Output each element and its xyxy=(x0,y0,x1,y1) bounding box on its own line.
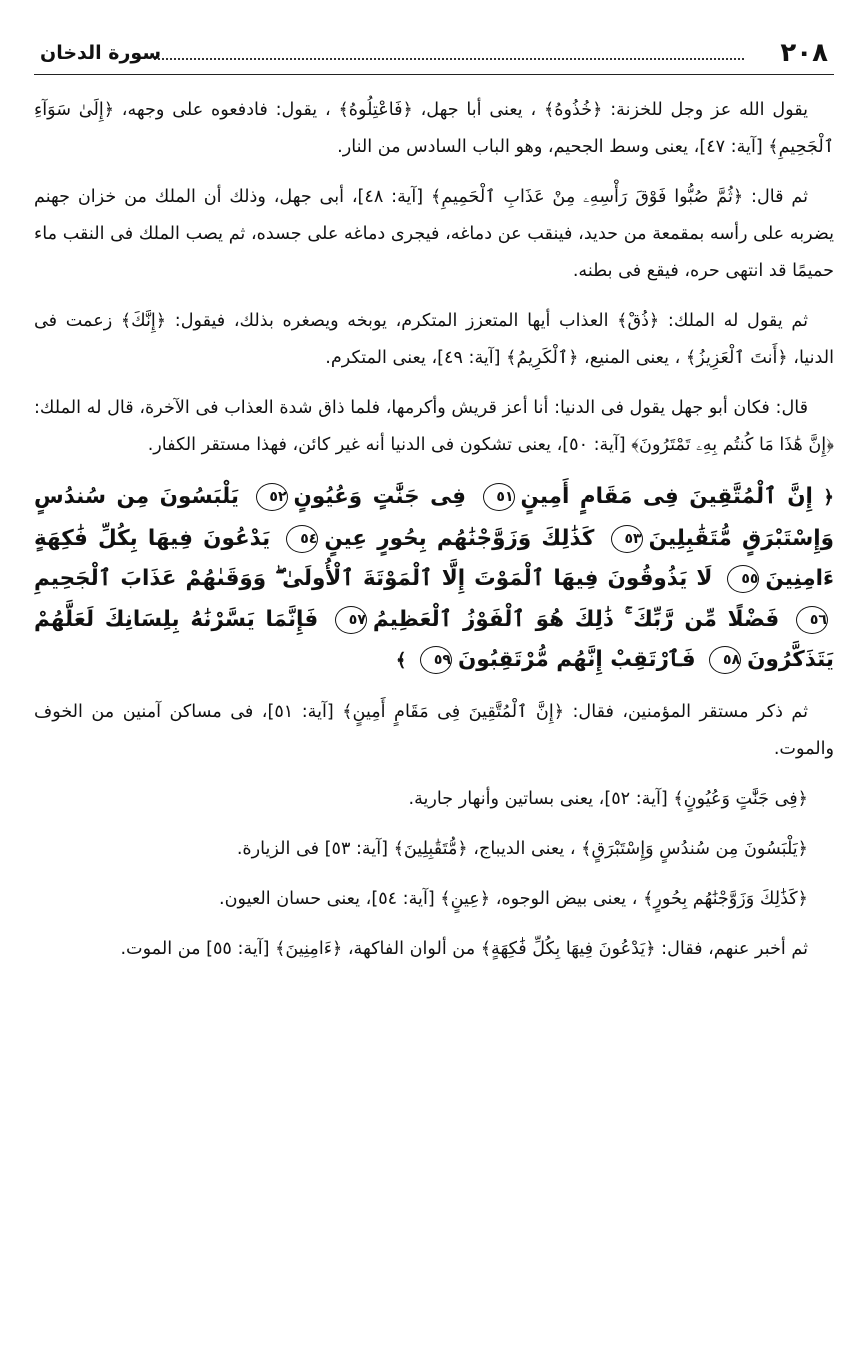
verse-number-badge: ٥٢ xyxy=(256,483,288,511)
verse-text: فِى جَنَّٰتٍ وَعُيُونٍ xyxy=(293,484,467,509)
commentary-paragraph: ثم أخبر عنهم، فقال: ﴿يَدْعُونَ فِيهَا بِكُلِّ فَٰكِهَةٍ﴾ من ألوان الفاكهة، ﴿ءَامِنِينَ﴾ [آية: ٥٥] من الموت. xyxy=(120,938,808,959)
verse-text: فَإِنَّمَا يَسَّرْنَٰهُ بِلِسَانِكَ لَعَلَّهُمْ يَتَذَكَّرُونَ xyxy=(34,606,834,672)
commentary-paragraph: ﴿كَذَٰلِكَ وَزَوَّجْنَٰهُم بِحُورٍ﴾ ، يعنى بيض الوجوه، ﴿عِينٍ﴾ [آية: ٥٤]، يعنى حسان العيون. xyxy=(219,888,808,909)
verse-number-badge: ٥٩ xyxy=(420,646,452,674)
verse-text: إِنَّ ٱلْمُتَّقِينَ فِى مَقَامٍ أَمِينٍ xyxy=(520,484,813,509)
paragraph: ثم قال: ﴿ثُمَّ صُبُّوا فَوْقَ رَأْسِهِۦ مِنْ عَذَابِ ٱلْحَمِيمِ﴾ [آية: ٤٨]، أبى جهل، وذلك أن الملك من خزان جهنم يضربه على رأسه بمقمعة من حديد، فينقب عن دماغه، فيجرى دماغه على جسده، ثم يصب الملك فى النقب ماء حميمًا قد انتهى حره، فيقع فى بطنه. xyxy=(34,187,834,281)
verse-text: فَٱرْتَقِبْ إِنَّهُم مُّرْتَقِبُونَ xyxy=(457,647,696,672)
book-page xyxy=(34,34,835,959)
page-header xyxy=(34,34,834,75)
verse-number-badge: ٥٤ xyxy=(286,525,318,553)
verse-number-badge: ٥٧ xyxy=(335,606,367,634)
ornate-bracket-close: ﴾ xyxy=(395,650,407,671)
verse-text: فَضْلًا مِّن رَّبِّكَ ۚ ذَٰلِكَ هُوَ ٱلْفَوْزُ ٱلْعَظِيمُ xyxy=(372,606,780,632)
verse-text: كَذَٰلِكَ وَزَوَّجْنَٰهُم بِحُورٍ عِينٍ xyxy=(324,525,595,551)
verse-text: يَلْبَسُونَ مِن سُندُسٍ وَإِسْتَبْرَقٍ مُّتَقَٰبِلِينَ xyxy=(34,484,835,551)
verse-number-badge: ٥٦ xyxy=(796,606,828,634)
verse-text: لَا يَذُوقُونَ فِيهَا ٱلْمَوْتَ إِلَّا ٱلْمَوْتَةَ ٱلْأُولَىٰ ۖ وَوَقَىٰهُمْ عَذَابَ ٱلْجَحِيمِ xyxy=(34,566,713,591)
commentary-paragraph: ﴿يَلْبَسُونَ مِن سُندُسٍ وَإِسْتَبْرَقٍ﴾ ، يعنى الديباج، ﴿مُّتَقَٰبِلِينَ﴾ [آية: ٥٣] فى الزيارة. xyxy=(236,838,808,859)
ornate-bracket-open: ﴿ xyxy=(823,487,834,508)
page-number: ٢٠٨ xyxy=(780,38,828,68)
page-content xyxy=(34,92,834,981)
verse-number-badge: ٥٣ xyxy=(611,525,643,553)
verse-text: يَدْعُونَ فِيهَا بِكُلِّ فَٰكِهَةٍ ءَامِنِينَ xyxy=(34,525,834,591)
commentary-paragraph: ﴿فِى جَنَّٰتٍ وَعُيُونٍ﴾ [آية: ٥٢]، يعنى بساتين وأنهار جارية. xyxy=(408,788,808,809)
paragraph: قال: فكان أبو جهل يقول فى الدنيا: أنا أعز قريش وأكرمها، فلما ذاق شدة العذاب فى الآخرة، قال له الملك: ﴿إِنَّ هَٰذَا مَا كُنتُم بِهِۦ تَمْتَرُونَ﴾ [آية: ٥٠]، يعنى تشكون فى الدنيا أنه غير كائن، فهذا مستقر الكفار. xyxy=(34,398,834,455)
verse-number-badge: ٥١ xyxy=(483,483,515,511)
paragraph: يقول الله عز وجل للخزنة: ﴿خُذُوهُ﴾ ، يعنى أبا جهل، ﴿فَاعْتِلُوهُ﴾ ، يقول: فادفعوه على وجهه، ﴿إِلَىٰ سَوَآءِ ٱلْجَحِيمِ﴾ [آية: ٤٧]، يعنى وسط الجحيم، وهو الباب السادس من النار. xyxy=(34,100,834,157)
commentary-paragraph: ثم ذكر مستقر المؤمنين، فقال: ﴿إِنَّ ٱلْمُتَّقِينَ فِى مَقَامٍ أَمِينٍ﴾ [آية: ٥١]، فى مساكن آمنين من الخوف والموت. xyxy=(34,701,834,759)
verse-number-badge: ٥٨ xyxy=(709,646,741,674)
verse-number-badge: ٥٥ xyxy=(727,565,759,593)
paragraph: ثم يقول له الملك: ﴿ذُقْ﴾ العذاب أيها المتعزز المتكرم، يوبخه ويصغره بذلك، فيقول: ﴿إِنَّكَ﴾ زعمت فى الدنيا، ﴿أَنتَ ٱلْعَزِيزُ﴾ ، يعنى المنيع، ﴿ٱلْكَرِيمُ﴾ [آية: ٤٩]، يعنى المتكرم. xyxy=(34,311,834,368)
quran-verses-block xyxy=(34,477,834,682)
dotted-leader xyxy=(154,58,744,60)
surah-name: سورة الدخان xyxy=(40,42,162,64)
